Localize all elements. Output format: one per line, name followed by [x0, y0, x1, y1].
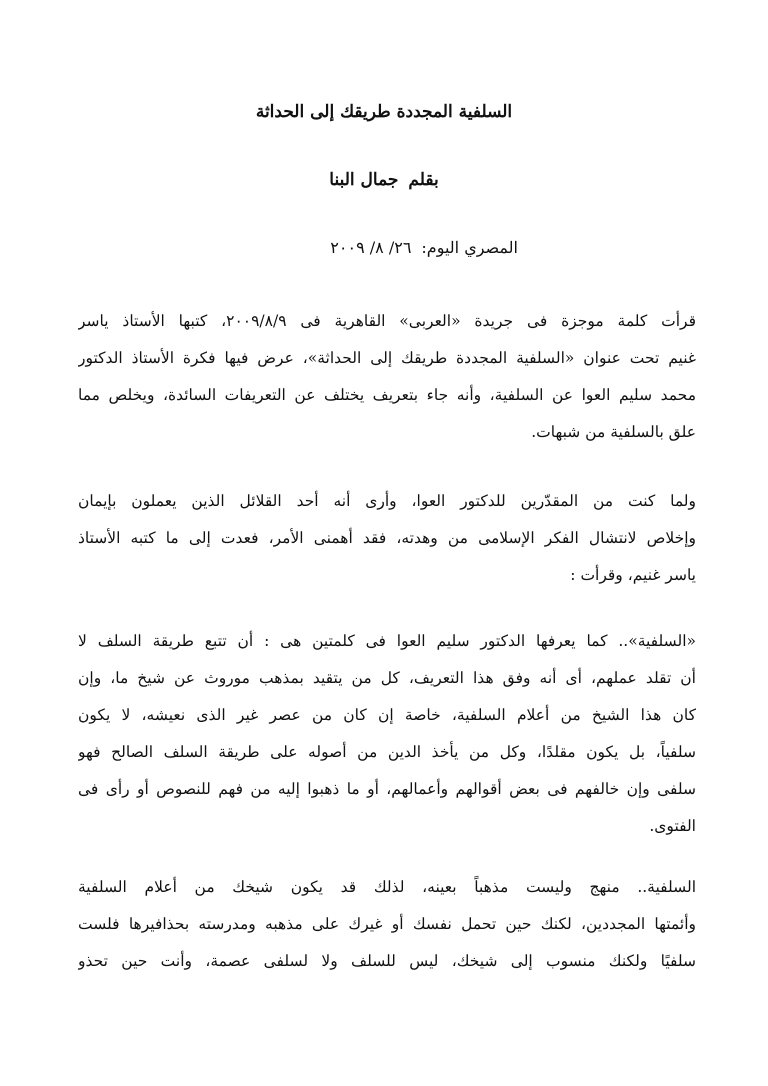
- paragraph: [78, 483, 696, 594]
- paragraph-line: أن تقلد عملهم، أى أنه وفق هذا التعريف، كل من يتقيد بمذهب موروث عن شيخ ما، وإن: [78, 669, 696, 687]
- paragraph-line: سلفيًا ولكنك منسوب إلى شيخك، ليس للسلف ولا لسلفى عصمة، وأنت حين تحذو: [78, 952, 696, 970]
- paragraph-line: وأئمتها المجددين، لكنك حين تحمل نفسك أو غيرك على مذهبه ومدرسته بحذافيرها فلست: [78, 915, 696, 933]
- paragraph-line: غنيم تحت عنوان «السلفية المجددة طريقك إلى الحداثة»، عرض فيها فكرة الأستاذ الدكتور: [78, 349, 696, 367]
- paragraph-line: ولما كنت من المقدّرين للدكتور العوا، وأرى أنه أحد القلائل الذين يعملون بإيمان: [78, 492, 696, 510]
- byline: [0, 168, 768, 192]
- paragraph: [78, 303, 696, 451]
- paragraph-line: علق بالسلفية من شبهات.: [531, 423, 696, 441]
- paragraph-line: ياسر غنيم، وقرأت :: [570, 566, 696, 584]
- paragraph: [78, 623, 696, 845]
- source-date: ٢٦/ ٨/ ٢٠٠٩: [330, 238, 412, 257]
- paragraph-line: كان هذا الشيخ من أعلام السلفية، خاصة إن كان من عصر غير الذى نعيشه، لا يكون: [78, 706, 696, 724]
- paragraph-line: محمد سليم العوا عن السلفية، وأنه جاء بتعريف يختلف عن التعريفات السائدة، ويخلص مما: [78, 386, 696, 404]
- paragraph-line: وإخلاص لانتشال الفكر الإسلامى من وهدته، فقد أهمنى الأمر، فعدت إلى ما كتبه الأستاذ: [78, 529, 696, 547]
- paragraph-line: السلفية.. منهج وليست مذهباً بعينه، لذلك قد يكون شيخك من أعلام السلفية: [78, 878, 696, 896]
- paragraph: [78, 869, 696, 980]
- paragraph-line: الفتوى.: [649, 817, 696, 835]
- paragraph-line: قرأت كلمة موجزة فى جريدة «العربى» القاهرية فى ٢٠٠٩/٨/٩، كتبها الأستاذ ياسر: [78, 312, 696, 330]
- paragraph-line: «السلفية».. كما يعرفها الدكتور سليم العوا فى كلمتين هى : أن تتبع طريقة السلف لا: [78, 632, 696, 650]
- author-name: جمال البنا: [329, 170, 399, 190]
- source-label: المصري اليوم:: [421, 238, 518, 257]
- article-title: السلفية المجددة طريقك إلى الحداثة: [255, 102, 513, 122]
- paragraph-line: سلفياً، بل يكون مقلدًا، وكل من يأخذ الدين من أصوله على طريقة السلف الصالح فهو: [78, 743, 696, 761]
- byline-prefix: بقلم: [408, 170, 439, 190]
- paragraph-line: سلفى وإن خالفهم فى بعض أقوالهم وأعمالهم، أو ما ذهبوا إليه من فهم للنصوص أو رأى فى: [78, 780, 696, 798]
- source-line: [330, 236, 518, 260]
